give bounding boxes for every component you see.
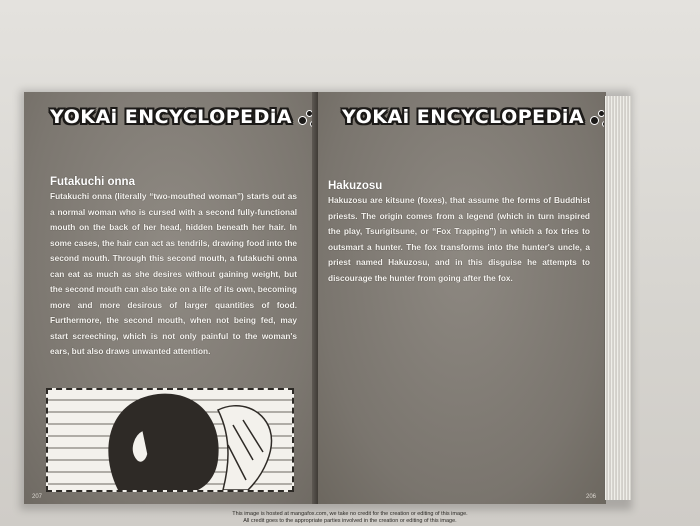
right-banner-text: YOKAi ENCYCLOPEDiA <box>342 106 585 128</box>
entry-body-hakuzosu: Hakuzosu are kitsune (foxes), that assume the forms of Buddhist priests. The origin comes from a legend (which in turn inspired the play, Tsurigitsune, or “Fox Trapping”) in which a fox tries to outsmart a hunter. The fox transforms into the hunter's uncle, a priest named Hakuzosu, and in this disguise he attempts to discourage the hunter from going after the fox. <box>328 195 590 283</box>
right-banner <box>342 106 584 136</box>
left-banner <box>50 106 292 136</box>
right-page <box>318 92 606 504</box>
entry-title-hakuzosu: Hakuzosu <box>328 180 383 192</box>
manga-illustration <box>46 388 294 492</box>
footer-credit-line-1: This image is hosted at mangafox.com, we take no credit for the creation or editing of this image. <box>232 511 468 517</box>
woman-hair-illustration <box>48 390 292 490</box>
left-banner-text: YOKAi ENCYCLOPEDiA <box>50 106 293 128</box>
left-page <box>24 92 316 504</box>
left-page-number: 207 <box>32 494 43 500</box>
entry-title-futakuchi-onna: Futakuchi onna <box>50 176 135 188</box>
page-edges <box>604 96 631 500</box>
right-page-number: 206 <box>586 494 597 500</box>
footer-credit-line-2: All credit goes to the appropriate parties involved in the creation or editing of this image. <box>243 518 457 524</box>
entry-body-futakuchi-onna: Futakuchi onna (literally “two-mouthed woman”) starts out as a normal woman who is cursed with a second fully-functional mouth on the back of her head, hidden beneath her hair. In some cases, the hair can act as tendrils, drawing food into the second mouth. Through this second mouth, a futakuchi onna can eat as much as she desires without gaining weight, but the second mouth can also take on a life of its own, becoming more and more desirous of larger quantities of food. Furthermore, the second mouth, when not being fed, may start screeching, which is not only painful to the woman's ears, but also draws unwanted attention. <box>50 191 297 356</box>
